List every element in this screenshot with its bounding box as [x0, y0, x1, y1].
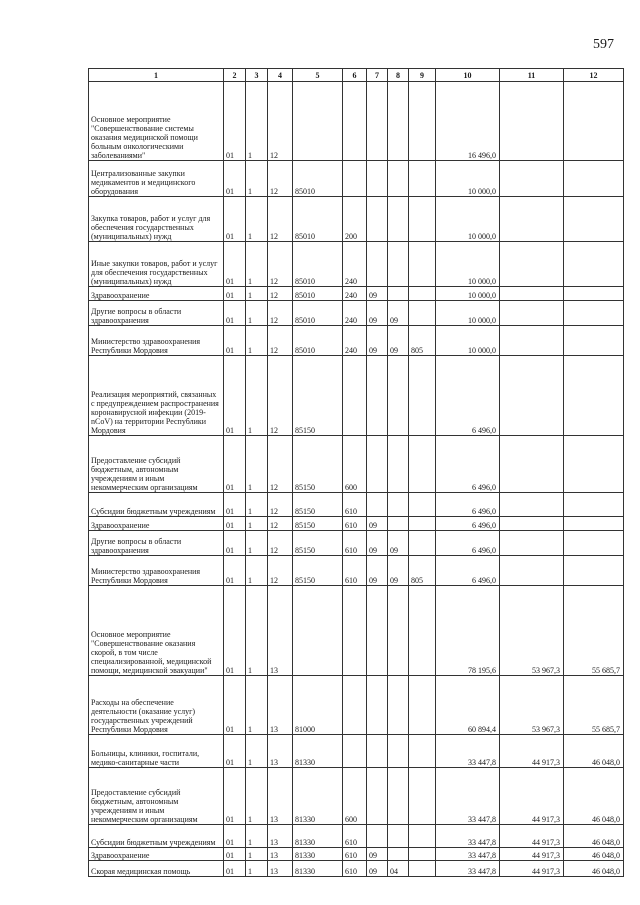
cell-col-6: 240	[343, 242, 367, 287]
cell-col-4: 13	[268, 861, 293, 877]
cell-col-6: 610	[343, 493, 367, 517]
row-description: Реализация мероприятий, связанных с предупреждением распространения коронавирусной инфекции (2019-nCoV) на территории Республики Мордовия	[89, 356, 224, 436]
cell-col-8	[388, 848, 409, 861]
cell-col-8: 09	[388, 301, 409, 326]
cell-col-2: 01	[224, 531, 246, 556]
cell-col-12	[564, 356, 624, 436]
cell-col-9	[409, 82, 436, 161]
table-row	[89, 556, 624, 586]
cell-col-3: 1	[246, 161, 268, 197]
cell-col-4: 12	[268, 531, 293, 556]
table-row	[89, 825, 624, 848]
cell-col-12	[564, 493, 624, 517]
cell-col-9	[409, 768, 436, 825]
cell-col-11	[500, 82, 564, 161]
cell-col-11	[500, 493, 564, 517]
cell-col-5: 81330	[293, 768, 343, 825]
cell-col-5: 85010	[293, 242, 343, 287]
cell-col-7: 09	[367, 531, 388, 556]
cell-col-7	[367, 735, 388, 768]
cell-col-11	[500, 301, 564, 326]
cell-col-8: 09	[388, 531, 409, 556]
column-header: 11	[500, 69, 564, 82]
cell-col-10: 6 496,0	[436, 493, 500, 517]
row-description: Скорая медицинская помощь	[89, 861, 224, 877]
cell-col-11: 53 967,3	[500, 586, 564, 676]
cell-col-6	[343, 161, 367, 197]
cell-col-12	[564, 82, 624, 161]
cell-col-5: 85010	[293, 326, 343, 356]
cell-col-3: 1	[246, 287, 268, 301]
cell-col-8	[388, 161, 409, 197]
cell-col-7	[367, 768, 388, 825]
cell-col-7	[367, 197, 388, 242]
cell-col-9	[409, 493, 436, 517]
cell-col-11: 44 917,3	[500, 861, 564, 877]
cell-col-2: 01	[224, 825, 246, 848]
cell-col-10: 10 000,0	[436, 242, 500, 287]
cell-col-7	[367, 436, 388, 493]
cell-col-7	[367, 676, 388, 735]
cell-col-5: 81330	[293, 735, 343, 768]
cell-col-12	[564, 556, 624, 586]
cell-col-6	[343, 356, 367, 436]
table-row	[89, 768, 624, 825]
cell-col-11	[500, 556, 564, 586]
cell-col-10: 6 496,0	[436, 356, 500, 436]
cell-col-6	[343, 586, 367, 676]
cell-col-3: 1	[246, 586, 268, 676]
row-description: Субсидии бюджетным учреждениям	[89, 493, 224, 517]
cell-col-2: 01	[224, 161, 246, 197]
cell-col-3: 1	[246, 848, 268, 861]
cell-col-9	[409, 861, 436, 877]
cell-col-9	[409, 436, 436, 493]
cell-col-4: 13	[268, 676, 293, 735]
cell-col-9	[409, 161, 436, 197]
cell-col-2: 01	[224, 676, 246, 735]
cell-col-7	[367, 586, 388, 676]
cell-col-6: 600	[343, 768, 367, 825]
row-description: Министерство здравоохранения Республики Мордовия	[89, 556, 224, 586]
cell-col-3: 1	[246, 825, 268, 848]
cell-col-11	[500, 242, 564, 287]
cell-col-4: 12	[268, 436, 293, 493]
cell-col-8	[388, 825, 409, 848]
table-row	[89, 242, 624, 287]
cell-col-9	[409, 301, 436, 326]
row-description: Другие вопросы в области здравоохранения	[89, 301, 224, 326]
table-row	[89, 531, 624, 556]
cell-col-6: 240	[343, 326, 367, 356]
table-row	[89, 287, 624, 301]
cell-col-10: 6 496,0	[436, 436, 500, 493]
cell-col-12	[564, 326, 624, 356]
row-description: Основное мероприятие "Совершенствование системы оказания медицинской помощи больным онкологическими заболеваниями"	[89, 82, 224, 161]
cell-col-11: 44 917,3	[500, 768, 564, 825]
cell-col-6: 610	[343, 531, 367, 556]
cell-col-11	[500, 197, 564, 242]
cell-col-5	[293, 586, 343, 676]
header-row	[89, 69, 624, 82]
cell-col-9	[409, 586, 436, 676]
cell-col-8	[388, 197, 409, 242]
row-description: Централизованные закупки медикаментов и медицинского оборудования	[89, 161, 224, 197]
cell-col-9	[409, 735, 436, 768]
cell-col-4: 12	[268, 287, 293, 301]
cell-col-3: 1	[246, 82, 268, 161]
cell-col-3: 1	[246, 436, 268, 493]
cell-col-6: 240	[343, 287, 367, 301]
cell-col-5: 85010	[293, 301, 343, 326]
cell-col-12: 46 048,0	[564, 861, 624, 877]
row-description: Расходы на обеспечение деятельности (оказание услуг) государственных учреждений Республики Мордовия	[89, 676, 224, 735]
cell-col-7: 09	[367, 861, 388, 877]
cell-col-2: 01	[224, 586, 246, 676]
cell-col-5: 85010	[293, 161, 343, 197]
cell-col-2: 01	[224, 517, 246, 531]
cell-col-4: 12	[268, 326, 293, 356]
cell-col-11: 53 967,3	[500, 676, 564, 735]
cell-col-8: 09	[388, 556, 409, 586]
cell-col-3: 1	[246, 676, 268, 735]
cell-col-5: 81330	[293, 848, 343, 861]
column-header: 9	[409, 69, 436, 82]
cell-col-8	[388, 436, 409, 493]
cell-col-4: 12	[268, 242, 293, 287]
cell-col-6: 610	[343, 825, 367, 848]
cell-col-10: 33 447,8	[436, 848, 500, 861]
cell-col-9	[409, 531, 436, 556]
cell-col-12	[564, 197, 624, 242]
cell-col-2: 01	[224, 861, 246, 877]
cell-col-6: 610	[343, 861, 367, 877]
cell-col-10: 6 496,0	[436, 556, 500, 586]
cell-col-10: 33 447,8	[436, 825, 500, 848]
row-description: Предоставление субсидий бюджетным, автономным учреждениям и иным некоммерческим организациям	[89, 436, 224, 493]
cell-col-3: 1	[246, 556, 268, 586]
cell-col-10: 6 496,0	[436, 517, 500, 531]
cell-col-12: 46 048,0	[564, 848, 624, 861]
cell-col-5: 85150	[293, 356, 343, 436]
table-row	[89, 586, 624, 676]
cell-col-6: 600	[343, 436, 367, 493]
cell-col-4: 13	[268, 825, 293, 848]
cell-col-5: 85150	[293, 517, 343, 531]
cell-col-12	[564, 301, 624, 326]
column-header: 7	[367, 69, 388, 82]
cell-col-10: 10 000,0	[436, 287, 500, 301]
cell-col-6: 610	[343, 556, 367, 586]
cell-col-2: 01	[224, 287, 246, 301]
cell-col-3: 1	[246, 242, 268, 287]
column-header: 2	[224, 69, 246, 82]
cell-col-4: 12	[268, 82, 293, 161]
cell-col-8	[388, 356, 409, 436]
cell-col-3: 1	[246, 517, 268, 531]
cell-col-3: 1	[246, 493, 268, 517]
cell-col-11	[500, 531, 564, 556]
cell-col-9	[409, 287, 436, 301]
cell-col-6: 240	[343, 301, 367, 326]
row-description: Больницы, клиники, госпитали, медико-санитарные части	[89, 735, 224, 768]
cell-col-3: 1	[246, 735, 268, 768]
cell-col-12	[564, 517, 624, 531]
cell-col-11: 44 917,3	[500, 735, 564, 768]
cell-col-7	[367, 82, 388, 161]
cell-col-6	[343, 735, 367, 768]
table-row	[89, 197, 624, 242]
cell-col-7: 09	[367, 301, 388, 326]
cell-col-4: 13	[268, 768, 293, 825]
cell-col-2: 01	[224, 82, 246, 161]
cell-col-9	[409, 356, 436, 436]
cell-col-12	[564, 161, 624, 197]
cell-col-5: 85010	[293, 287, 343, 301]
column-header: 3	[246, 69, 268, 82]
column-header: 12	[564, 69, 624, 82]
cell-col-7	[367, 825, 388, 848]
cell-col-4: 12	[268, 556, 293, 586]
cell-col-5: 81330	[293, 861, 343, 877]
cell-col-10: 78 195,6	[436, 586, 500, 676]
table-row	[89, 301, 624, 326]
cell-col-11	[500, 517, 564, 531]
cell-col-12: 46 048,0	[564, 735, 624, 768]
cell-col-4: 12	[268, 356, 293, 436]
row-description: Субсидии бюджетным учреждениям	[89, 825, 224, 848]
cell-col-2: 01	[224, 436, 246, 493]
table-row	[89, 848, 624, 861]
table-row	[89, 493, 624, 517]
cell-col-10: 33 447,8	[436, 768, 500, 825]
row-description: Здравоохранение	[89, 287, 224, 301]
cell-col-7	[367, 356, 388, 436]
cell-col-4: 13	[268, 735, 293, 768]
cell-col-2: 01	[224, 493, 246, 517]
cell-col-4: 13	[268, 586, 293, 676]
cell-col-11	[500, 436, 564, 493]
cell-col-11: 44 917,3	[500, 848, 564, 861]
cell-col-9	[409, 676, 436, 735]
cell-col-7: 09	[367, 848, 388, 861]
cell-col-4: 12	[268, 517, 293, 531]
row-description: Иные закупки товаров, работ и услуг для обеспечения государственных (муниципальных) нужд	[89, 242, 224, 287]
cell-col-3: 1	[246, 356, 268, 436]
cell-col-12: 55 685,7	[564, 586, 624, 676]
column-header: 5	[293, 69, 343, 82]
cell-col-7: 09	[367, 556, 388, 586]
cell-col-8	[388, 82, 409, 161]
cell-col-10: 10 000,0	[436, 161, 500, 197]
cell-col-10: 10 000,0	[436, 301, 500, 326]
column-header: 1	[89, 69, 224, 82]
cell-col-11	[500, 161, 564, 197]
cell-col-2: 01	[224, 356, 246, 436]
table-row	[89, 356, 624, 436]
row-description: Другие вопросы в области здравоохранения	[89, 531, 224, 556]
table-row	[89, 517, 624, 531]
cell-col-7	[367, 161, 388, 197]
cell-col-8	[388, 517, 409, 531]
cell-col-5: 81000	[293, 676, 343, 735]
row-description: Закупка товаров, работ и услуг для обеспечения государственных (муниципальных) нужд	[89, 197, 224, 242]
cell-col-12	[564, 531, 624, 556]
cell-col-11	[500, 356, 564, 436]
cell-col-10: 60 894,4	[436, 676, 500, 735]
cell-col-6	[343, 82, 367, 161]
cell-col-5: 85150	[293, 531, 343, 556]
cell-col-4: 12	[268, 493, 293, 517]
page-number: 597	[593, 37, 614, 52]
column-header: 4	[268, 69, 293, 82]
cell-col-10: 10 000,0	[436, 326, 500, 356]
cell-col-2: 01	[224, 556, 246, 586]
row-description: Министерство здравоохранения Республики Мордовия	[89, 326, 224, 356]
cell-col-12	[564, 242, 624, 287]
table-row	[89, 861, 624, 877]
table-row	[89, 735, 624, 768]
column-header: 6	[343, 69, 367, 82]
cell-col-4: 12	[268, 301, 293, 326]
row-description: Предоставление субсидий бюджетным, автономным учреждениям и иным некоммерческим организациям	[89, 768, 224, 825]
cell-col-9	[409, 848, 436, 861]
cell-col-8	[388, 768, 409, 825]
cell-col-7: 09	[367, 287, 388, 301]
cell-col-10: 16 496,0	[436, 82, 500, 161]
cell-col-3: 1	[246, 197, 268, 242]
cell-col-11	[500, 326, 564, 356]
cell-col-9	[409, 825, 436, 848]
cell-col-3: 1	[246, 768, 268, 825]
cell-col-2: 01	[224, 242, 246, 287]
cell-col-6	[343, 676, 367, 735]
cell-col-10: 33 447,8	[436, 735, 500, 768]
cell-col-2: 01	[224, 848, 246, 861]
cell-col-7	[367, 493, 388, 517]
cell-col-8: 09	[388, 326, 409, 356]
budget-table	[88, 68, 624, 877]
cell-col-10: 6 496,0	[436, 531, 500, 556]
cell-col-2: 01	[224, 301, 246, 326]
cell-col-2: 01	[224, 326, 246, 356]
cell-col-12	[564, 436, 624, 493]
cell-col-11	[500, 287, 564, 301]
cell-col-2: 01	[224, 735, 246, 768]
table-row	[89, 161, 624, 197]
row-description: Здравоохранение	[89, 848, 224, 861]
cell-col-4: 12	[268, 197, 293, 242]
cell-col-5: 85150	[293, 493, 343, 517]
cell-col-9	[409, 242, 436, 287]
cell-col-9: 805	[409, 556, 436, 586]
table-row	[89, 82, 624, 161]
cell-col-8	[388, 676, 409, 735]
cell-col-7: 09	[367, 517, 388, 531]
cell-col-9	[409, 197, 436, 242]
table-row	[89, 676, 624, 735]
cell-col-12: 46 048,0	[564, 768, 624, 825]
cell-col-4: 13	[268, 848, 293, 861]
cell-col-2: 01	[224, 197, 246, 242]
cell-col-7: 09	[367, 326, 388, 356]
table-row	[89, 436, 624, 493]
cell-col-6: 200	[343, 197, 367, 242]
cell-col-8	[388, 586, 409, 676]
column-header: 8	[388, 69, 409, 82]
cell-col-5	[293, 82, 343, 161]
cell-col-3: 1	[246, 861, 268, 877]
cell-col-5: 85150	[293, 436, 343, 493]
cell-col-6: 610	[343, 517, 367, 531]
cell-col-6: 610	[343, 848, 367, 861]
cell-col-8	[388, 493, 409, 517]
cell-col-3: 1	[246, 301, 268, 326]
cell-col-8: 04	[388, 861, 409, 877]
cell-col-9: 805	[409, 326, 436, 356]
cell-col-8	[388, 735, 409, 768]
table-row	[89, 326, 624, 356]
cell-col-10: 10 000,0	[436, 197, 500, 242]
cell-col-8	[388, 287, 409, 301]
cell-col-9	[409, 517, 436, 531]
row-description: Основное мероприятие "Совершенствование оказания скорой, в том числе специализированной, медицинской помощи, медицинской эвакуации"	[89, 586, 224, 676]
cell-col-3: 1	[246, 531, 268, 556]
cell-col-12: 55 685,7	[564, 676, 624, 735]
cell-col-11: 44 917,3	[500, 825, 564, 848]
cell-col-5: 85150	[293, 556, 343, 586]
cell-col-4: 12	[268, 161, 293, 197]
column-header: 10	[436, 69, 500, 82]
cell-col-8	[388, 242, 409, 287]
cell-col-7	[367, 242, 388, 287]
cell-col-2: 01	[224, 768, 246, 825]
cell-col-10: 33 447,8	[436, 861, 500, 877]
cell-col-12	[564, 287, 624, 301]
cell-col-5: 85010	[293, 197, 343, 242]
row-description: Здравоохранение	[89, 517, 224, 531]
cell-col-12: 46 048,0	[564, 825, 624, 848]
cell-col-5: 81330	[293, 825, 343, 848]
cell-col-3: 1	[246, 326, 268, 356]
